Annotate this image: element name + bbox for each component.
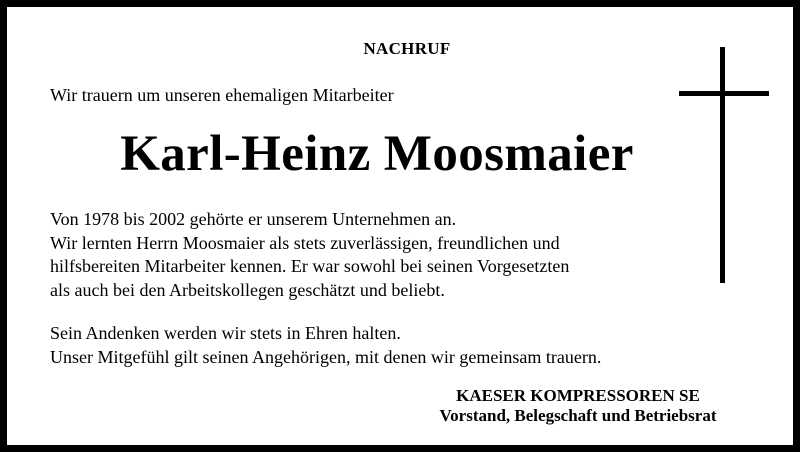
cross-horizontal-bar (679, 91, 769, 96)
condolence-paragraph (50, 322, 601, 369)
company-name: KAESER KOMPRESSOREN SE (456, 386, 700, 405)
condolence-line: Unser Mitgefühl gilt seinen Angehörigen, mit denen wir gemeinsam trauern. (50, 346, 602, 367)
deceased-name: Karl-Heinz Moosmaier (120, 126, 634, 182)
tribute-line: Wir lernten Herrn Moosmaier als stets zuverlässigen, freundlichen und (50, 232, 560, 253)
cross-vertical-bar (720, 47, 725, 283)
tribute-line: hilfsbereiten Mitarbeiter kennen. Er war sowohl bei seinen Vorgesetzten (50, 256, 570, 276)
tribute-paragraph (50, 208, 569, 302)
cross-icon (679, 47, 769, 283)
intro-line: Wir trauern um unseren ehemaligen Mitarbeiter (50, 85, 394, 105)
tribute-line: als auch bei den Arbeitskollegen geschätzt und beliebt. (50, 279, 445, 300)
signature-block (427, 386, 729, 426)
tribute-line: Von 1978 bis 2002 gehörte er unserem Unternehmen an. (50, 209, 457, 229)
notice-heading: NACHRUF (363, 39, 451, 58)
condolence-line: Sein Andenken werden wir stets in Ehren halten. (50, 323, 401, 343)
signatory-groups: Vorstand, Belegschaft und Betriebsrat (439, 406, 717, 425)
